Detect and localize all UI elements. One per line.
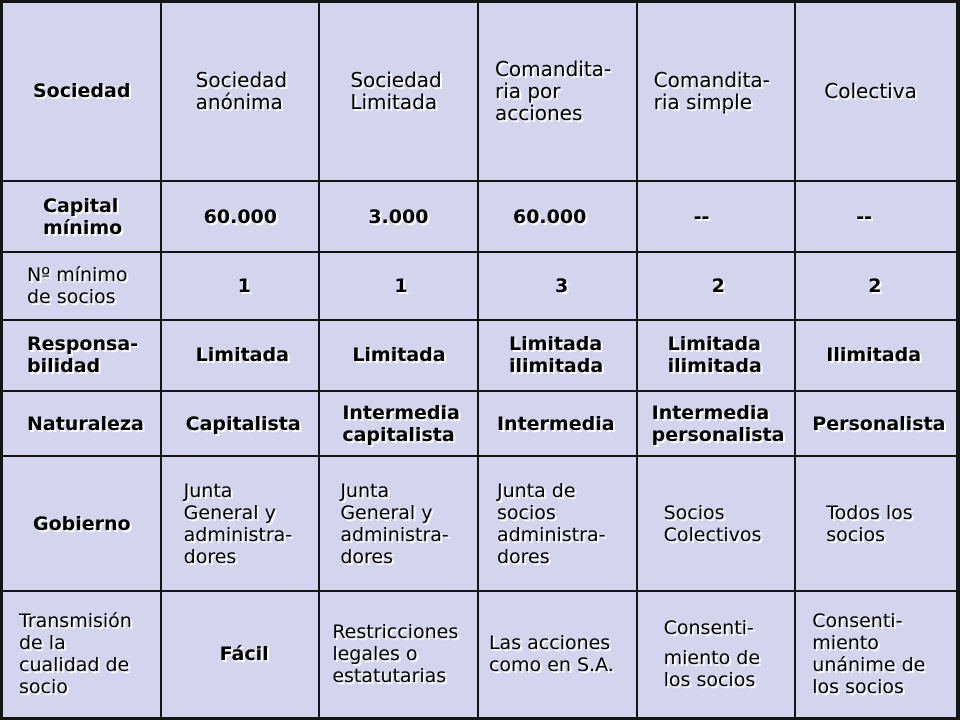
label-naturaleza: Naturaleza	[3, 392, 160, 456]
cell-capital-scs: --	[638, 182, 795, 252]
cell-nat-sa: Capitalista	[162, 392, 319, 456]
cell-gob-scs: Socios Colectivos	[638, 457, 795, 589]
cell-capital-colectiva: --	[796, 182, 956, 252]
cell-resp-sl: Limitada	[320, 321, 477, 390]
cell-gob-sca: Junta de socios administra- dores	[479, 457, 636, 589]
cell-capital-sa: 60.000	[162, 182, 319, 252]
label-gobierno: Gobierno	[3, 457, 160, 589]
cell-resp-scs: Limitada ilimitada	[638, 321, 795, 390]
row-transmision	[3, 592, 956, 717]
cell-resp-colectiva: Ilimitada	[796, 321, 956, 390]
cell-socios-colectiva: 2	[796, 253, 956, 319]
cell-resp-sa: Limitada	[162, 321, 319, 390]
cell-trans-sl: Restricciones legales o estatutarias	[320, 592, 477, 717]
label-responsabilidad: Responsa- bilidad	[3, 321, 160, 390]
company-types-table	[1, 1, 958, 719]
header-row	[3, 3, 956, 180]
cell-socios-sca: 3	[479, 253, 636, 319]
header-sociedad-limitada: Sociedad Limitada	[320, 3, 477, 180]
cell-trans-sa: Fácil	[162, 592, 319, 717]
row-naturaleza	[3, 392, 956, 456]
cell-capital-sca: 60.000	[479, 182, 636, 252]
cell-gob-colectiva: Todos los socios	[796, 457, 956, 589]
label-transmision: Transmisión de la cualidad de socio	[3, 592, 160, 717]
header-sociedad-anonima: Sociedad anónima	[162, 3, 319, 180]
row-capital-minimo	[3, 182, 956, 252]
cell-gob-sa: Junta General y administra- dores	[162, 457, 319, 589]
label-numero-socios: Nº mínimo de socios	[3, 253, 160, 319]
cell-nat-sca: Intermedia	[479, 392, 636, 456]
cell-capital-sl: 3.000	[320, 182, 477, 252]
cell-resp-sca: Limitada ilimitada	[479, 321, 636, 390]
row-gobierno	[3, 457, 956, 589]
header-sociedad: Sociedad	[3, 3, 160, 180]
cell-socios-scs: 2	[638, 253, 795, 319]
cell-trans-sca: Las acciones como en S.A.	[479, 592, 636, 717]
header-comanditaria-simple: Comandita- ria simple	[638, 3, 795, 180]
cell-nat-sl: Intermedia capitalista	[320, 392, 477, 456]
cell-nat-colectiva: Personalista	[796, 392, 956, 456]
cell-socios-sa: 1	[162, 253, 319, 319]
header-colectiva: Colectiva	[796, 3, 956, 180]
row-numero-socios	[3, 253, 956, 319]
header-comanditaria-acciones: Comandita- ria por acciones	[479, 3, 636, 180]
cell-nat-scs: Intermedia personalista	[638, 392, 795, 456]
cell-trans-scs: Consenti- miento de los socios	[638, 592, 795, 717]
cell-socios-sl: 1	[320, 253, 477, 319]
cell-gob-sl: Junta General y administra- dores	[320, 457, 477, 589]
cell-trans-colectiva: Consenti- miento unánime de los socios	[796, 592, 956, 717]
label-capital-minimo: Capital mínimo	[3, 182, 160, 252]
row-responsabilidad	[3, 321, 956, 390]
